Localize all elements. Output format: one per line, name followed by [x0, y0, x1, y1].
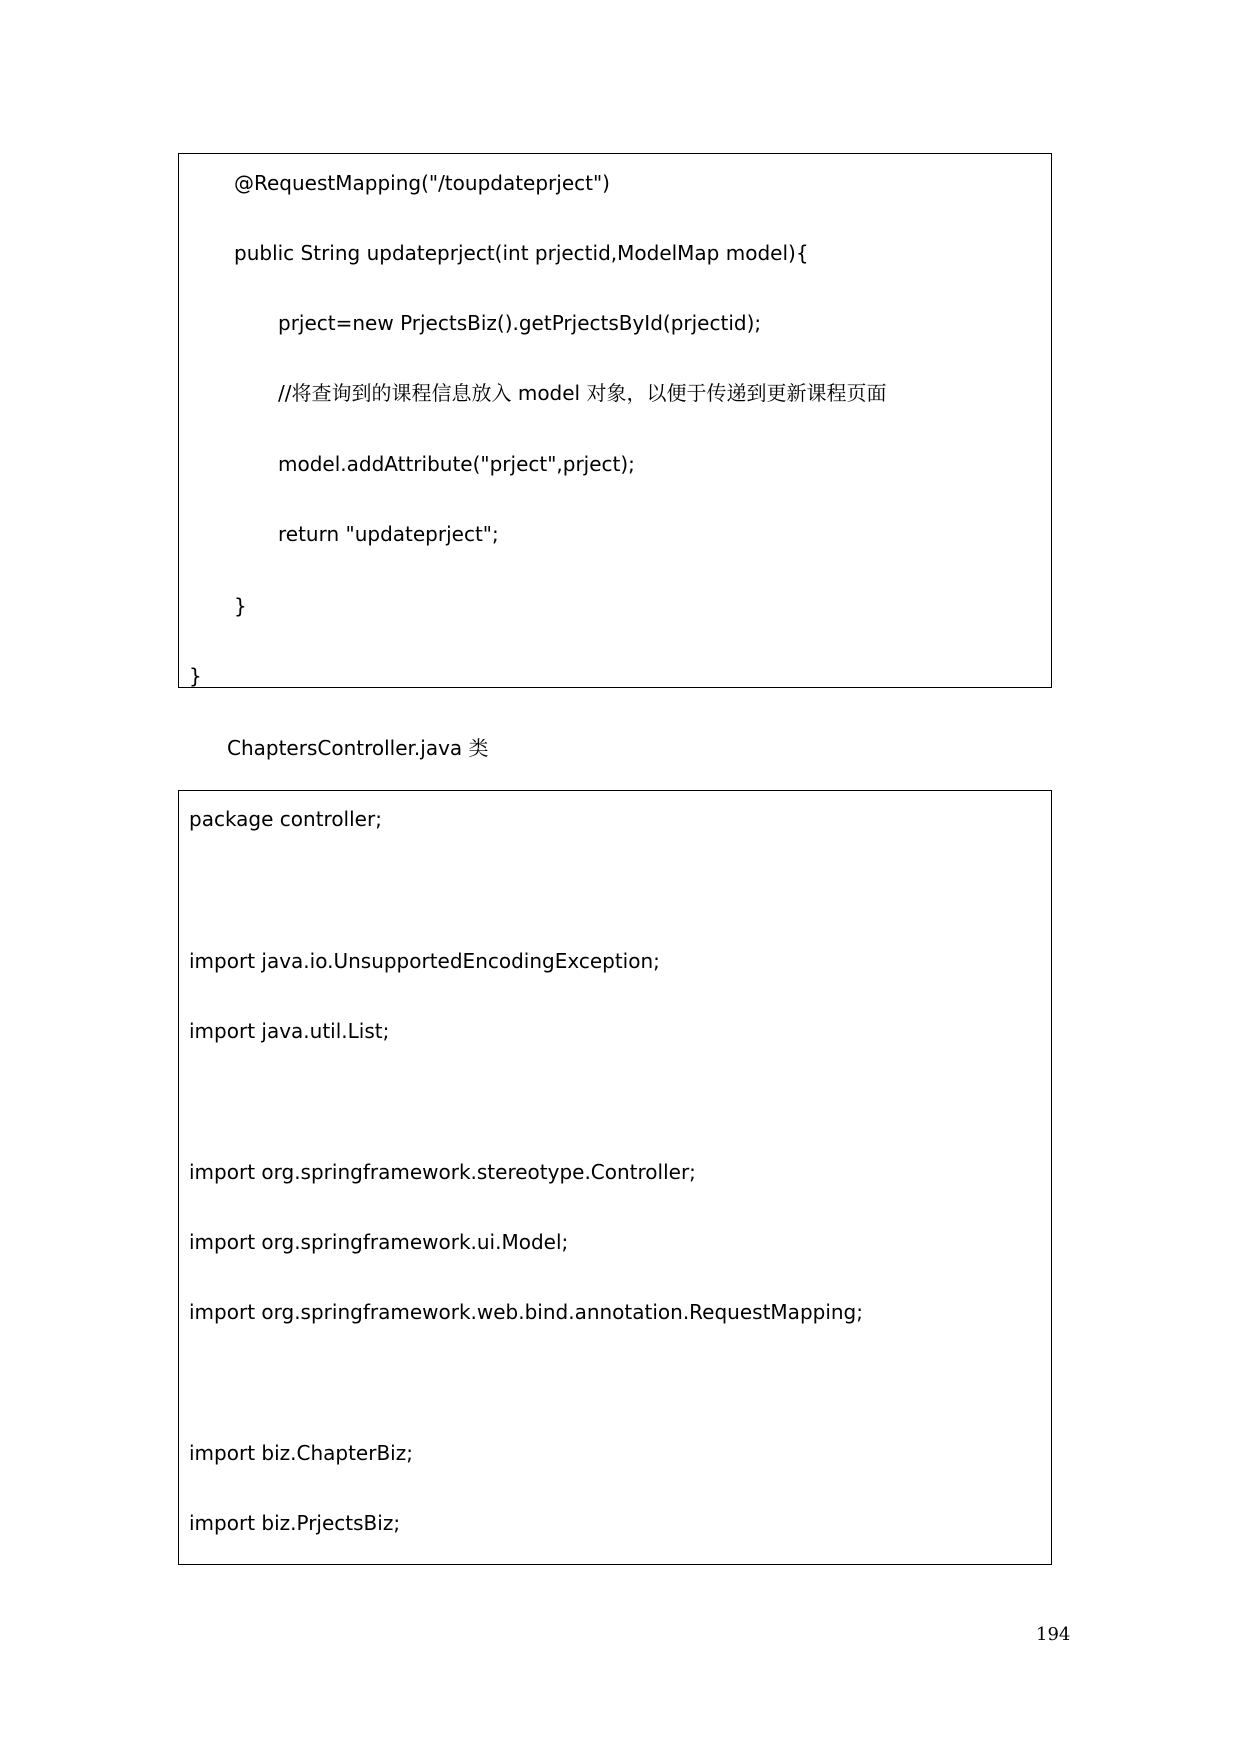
code-line: import biz.PrjectsBiz;: [189, 1511, 401, 1535]
code-line: }: [189, 664, 202, 688]
code-line: import biz.ChapterBiz;: [189, 1441, 413, 1465]
code-line: import java.io.UnsupportedEncodingException;: [189, 949, 660, 973]
code-line: import org.springframework.ui.Model;: [189, 1230, 569, 1254]
code-comment-line: //将查询到的课程信息放入 model 对象，以便于传递到更新课程页面: [278, 381, 887, 405]
code-line: import java.util.List;: [189, 1019, 390, 1043]
section-caption: ChaptersController.java 类: [227, 736, 489, 760]
code-line: import org.springframework.web.bind.annotation.RequestMapping;: [189, 1300, 863, 1324]
code-line: public String updateprject(int prjectid,ModelMap model){: [234, 241, 809, 265]
code-line: prject=new PrjectsBiz().getPrjectsById(prjectid);: [278, 311, 762, 335]
code-line: return "updateprject";: [278, 522, 499, 546]
page-number: 194: [1036, 1624, 1071, 1645]
code-line: import org.springframework.stereotype.Controller;: [189, 1160, 696, 1184]
code-line: @RequestMapping("/toupdateprject"): [234, 171, 610, 195]
code-line: }: [234, 594, 247, 618]
code-line: model.addAttribute("prject",prject);: [278, 452, 635, 476]
code-line: package controller;: [189, 807, 382, 831]
code-block-chapterscontroller: [178, 790, 1052, 1565]
code-block-updateprject: [178, 153, 1052, 688]
